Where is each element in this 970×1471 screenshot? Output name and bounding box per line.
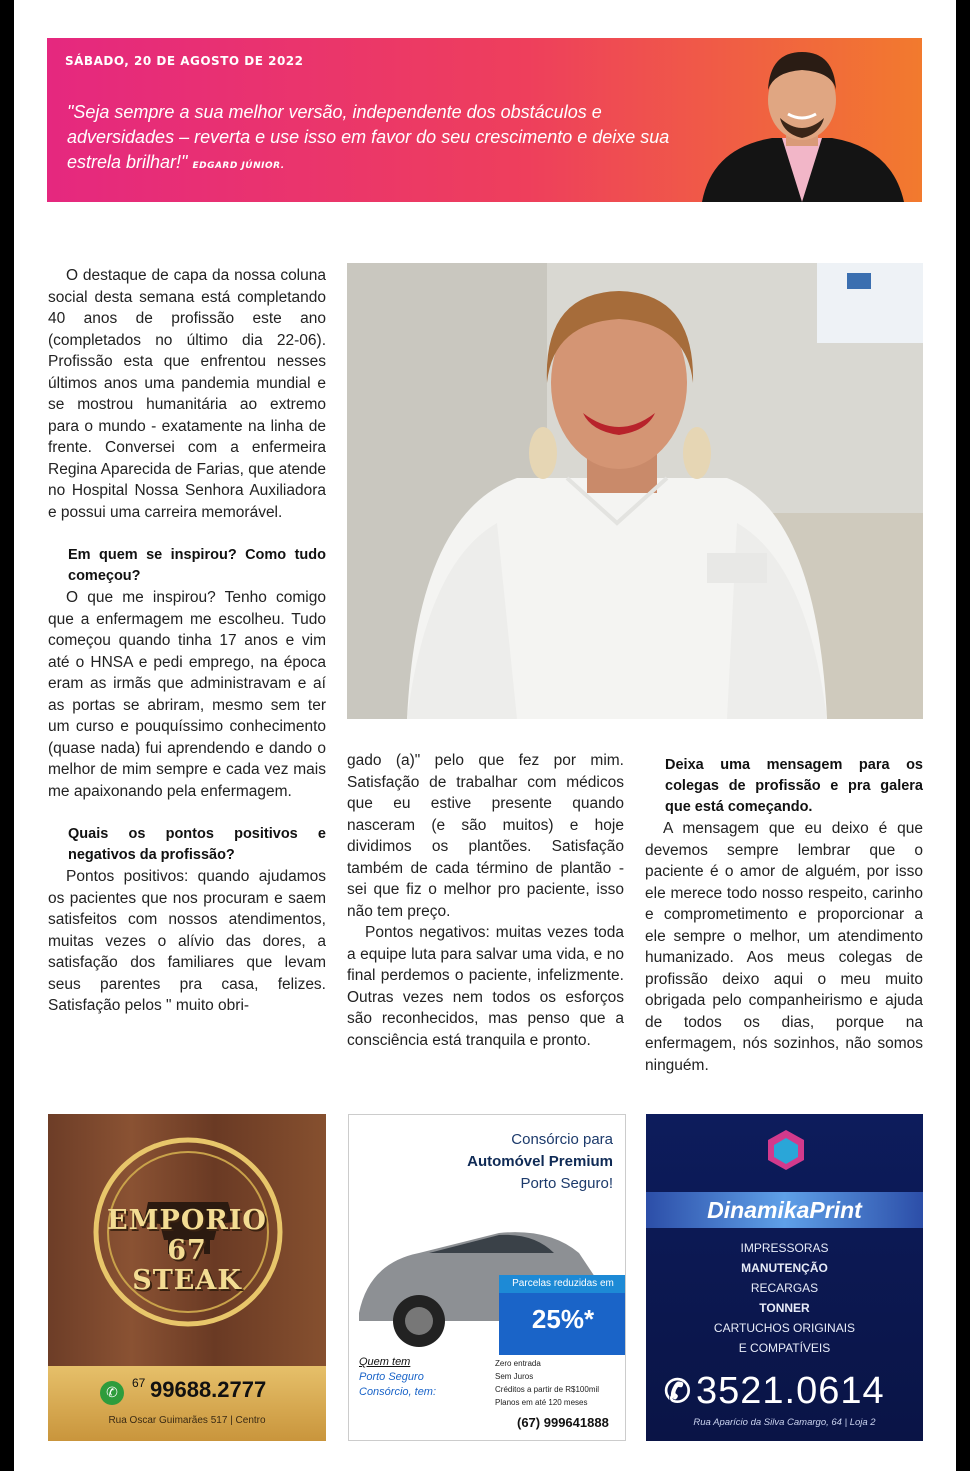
dinamika-phone[interactable]: 3521.0614 xyxy=(696,1370,885,1412)
printer-logo-icon xyxy=(764,1128,808,1172)
header-banner xyxy=(47,38,922,202)
whatsapp-icon: ✆ xyxy=(100,1381,124,1405)
banner-date: SÁBADO, 20 DE AGOSTO DE 2022 xyxy=(65,54,304,68)
emporio-steak-ad[interactable] xyxy=(48,1114,326,1441)
article-column-1 xyxy=(48,265,326,1017)
answer-3: A mensagem que eu deixo é que devemos sempre lembrar que o paciente é o amor de alguém, por isso ele merece todo nosso respeito, carinho e comprometimento e proporcionar a ele sempre o melhor, um atendimento humanizado. Aos meus colegas de profissão deixo aqui o meu muito obrigada pelo companheirismo e ajuda de todos os dias, porque na enfermagem, nós sozinhos, não somos ninguém. xyxy=(645,820,923,1074)
banner-quote xyxy=(67,100,687,175)
question-3: Deixa uma mensagem para os colegas de profissão e pra galera que está começando. xyxy=(665,757,923,815)
emporio-contact-bar: ✆ 67 99688.2777 Rua Oscar Guimarães 517 | Centro xyxy=(48,1366,326,1441)
phone-icon: ✆ xyxy=(664,1373,691,1409)
question-2: Quais os pontos positivos e negativos da profissão? xyxy=(68,826,326,863)
intro-paragraph: O destaque de capa da nossa coluna social desta semana está completando 40 anos de profissão este ano (completados no último dia 22-06). Profissão esta que enfrentou nesses últimos anos uma pandemia mundial e se mostrou humanitária ao extremo para o mundo - exatamente na linha de frente. Conversei com a enfermeira Regina Aparecida de Farias, que atende no Hospital Nossa Senhora Auxiliadora e possui uma carreira memorável. xyxy=(48,267,326,521)
answer-2-part-3: Pontos negativos: muitas vezes toda a equipe luta para salvar uma vida, e no final perdemos o paciente, infelizmente. Outras vezes nem todos os esforços são reconhecidos, mas penso que a consciência está tranquila e pronto. xyxy=(347,924,624,1049)
dinamika-services: IMPRESSORAS MANUTENÇÃO RECARGAS TONNER CARTUCHOS ORIGINAIS E COMPATÍVEIS xyxy=(713,1241,856,1355)
columnist-portrait xyxy=(682,38,922,202)
dinamika-print-ad[interactable] xyxy=(646,1114,923,1441)
dinamika-address: Rua Aparício da Silva Camargo, 64 | Loja 2 xyxy=(693,1417,876,1428)
nurse-photo xyxy=(347,263,923,719)
article-column-2 xyxy=(347,750,624,1051)
answer-2-part-2: gado (a)" pelo que fez por mim. Satisfação de trabalhar com médicos que eu estive presente quando nasceram (e são muitos) e hoje dividimos os plantões. Satisfação também de cada término de plantão - sei que fiz o melhor pro paciente, isso não tem preço. xyxy=(347,752,624,920)
porto-phone[interactable]: (67) 999641888 xyxy=(517,1415,609,1430)
discount-badge: Parcelas reduzidas em 25%* xyxy=(499,1275,626,1355)
porto-features: Zero entrada Sem Juros Créditos a partir de R$100mil Planos em até 120 meses xyxy=(495,1359,600,1407)
quote-author: EDGARD JÚNIOR. xyxy=(192,161,285,171)
emporio-address: Rua Oscar Guimarães 517 | Centro xyxy=(108,1415,266,1426)
article-column-3 xyxy=(645,755,923,1076)
emporio-name: EMPORIO 67 STEAK xyxy=(107,1205,267,1296)
answer-1: O que me inspirou? Tenho comigo que a enfermagem me escolheu. Tudo começou quando tinha 17 anos e vim até o HNSA e pedi emprego, na época eram as irmãs que administravam e aí as portas se abriram, mesmo sem ter um curso e pouquíssimo conhecimento (quase nada) fui aprendendo e dando o melhor de mim sempre e cada vez mais me apaixonando pela enfermagem. xyxy=(48,589,326,800)
porto-tagline: Quem tem Porto Seguro Consórcio, tem: xyxy=(359,1356,437,1398)
porto-seguro-ad[interactable] xyxy=(348,1114,626,1441)
quote-text: "Seja sempre a sua melhor versão, independente dos obstáculos e adversidades – reverta e use isso em favor do seu crescimento e deixe sua estrela brilhar!" xyxy=(67,102,670,172)
answer-2-part-1: Pontos positivos: quando ajudamos os pacientes que nos procuram e saem satisfeitos com nossos atendimentos, muitas vezes o alívio das dores, a satisfação dos familiares que levam seus parentes pra casa, felizes. Satisfação pelos " muito obri- xyxy=(48,868,326,1014)
emporio-phone[interactable]: 99688.2777 xyxy=(150,1377,267,1402)
magazine-page xyxy=(14,0,956,1471)
question-1: Em quem se inspirou? Como tudo começou? xyxy=(68,547,326,584)
porto-headline: Consórcio para Automóvel Premium Porto Seguro! xyxy=(467,1131,613,1192)
dinamika-brand: DinamikaPrint xyxy=(646,1192,923,1228)
